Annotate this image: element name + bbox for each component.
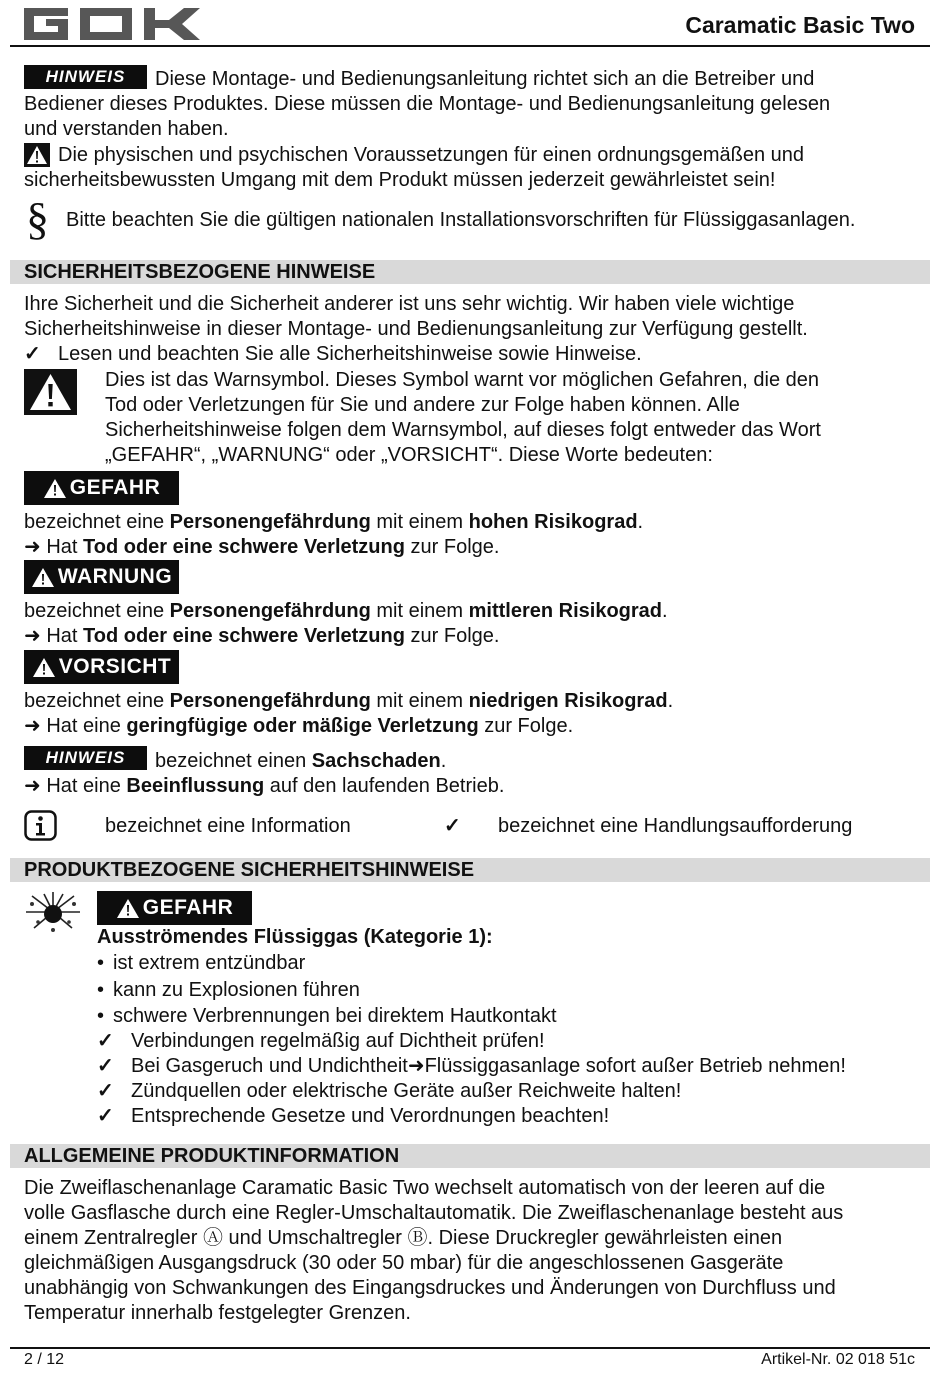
vorsicht-line2: ➜ Hat eine geringfügige oder mäßige Verletzung zur Folge. xyxy=(24,715,574,737)
warn-desc-line2: Tod oder Verletzungen für Sie und andere zur Folge haben können. Alle xyxy=(105,394,740,416)
section-title-product-safety: PRODUKTBEZOGENE SICHERHEITSHINWEISE xyxy=(24,859,475,881)
action-text: bezeichnet eine Handlungsaufforderung xyxy=(498,815,853,837)
safety-check-text: Lesen und beachten Sie alle Sicherheitshinweise sowie Hinweise. xyxy=(58,343,642,365)
product-check-2: Bei Gasgeruch und Undichtheit➜Flüssiggasanlage sofort außer Betrieb nehmen! xyxy=(131,1055,846,1077)
general-line1: Die Zweiflaschenanlage Caramatic Basic Two wechselt automatisch von der leeren auf die xyxy=(24,1177,826,1199)
product-check-1: Verbindungen regelmäßig auf Dichtheit prüfen! xyxy=(131,1030,545,1052)
footer-rule xyxy=(10,1347,930,1349)
page-number: 2 / 12 xyxy=(24,1351,65,1368)
hinweis-badge: HINWEIS xyxy=(24,65,147,89)
section-title-safety: SICHERHEITSBEZOGENE HINWEISE xyxy=(24,261,376,283)
alert-triangle-icon xyxy=(116,898,140,919)
intro-hinweis-line3: und verstanden haben. xyxy=(24,118,229,140)
gok-logo-graphic xyxy=(24,8,200,40)
action-check-icon: ✓ xyxy=(444,815,461,837)
intro-warn-line1: Die physischen und psychischen Voraussetzungen für einen ordnungsgemäßen und xyxy=(58,144,805,166)
arrow-icon: ➜ xyxy=(24,715,41,737)
vorsicht-badge-label: VORSICHT xyxy=(58,655,172,678)
vorsicht-badge xyxy=(24,650,179,684)
bullet-icon: • xyxy=(97,952,105,974)
gefahr-line2: ➜ Hat Tod oder eine schwere Verletzung zur Folge. xyxy=(24,536,500,558)
product-heading: Ausströmendes Flüssiggas (Kategorie 1): xyxy=(97,926,493,948)
product-gefahr-badge-label: GEFAHR xyxy=(142,896,234,919)
circled-b-icon: Ⓑ xyxy=(407,1227,428,1249)
warnung-badge-label: WARNUNG xyxy=(57,565,173,588)
arrow-icon: ➜ xyxy=(24,625,41,647)
check-icon: ✓ xyxy=(24,343,41,365)
check-icon: ✓ xyxy=(97,1055,114,1077)
product-bullet-1: ist extrem entzündbar xyxy=(113,952,306,974)
check-icon: ✓ xyxy=(97,1105,114,1127)
gefahr-badge-label: GEFAHR xyxy=(69,476,161,499)
warnung-line2: ➜ Hat Tod oder eine schwere Verletzung zur Folge. xyxy=(24,625,500,647)
bullet-icon: • xyxy=(97,1005,105,1027)
hinweis-line1: bezeichnet einen Sachschaden. xyxy=(155,750,447,772)
product-bullet-2: kann zu Explosionen führen xyxy=(113,979,360,1001)
header-rule xyxy=(10,45,930,47)
gefahr-line1: bezeichnet eine Personengefährdung mit einem hohen Risikograd. xyxy=(24,511,644,533)
warn-desc-line3: Sicherheitshinweise folgen dem Warnsymbol, auf dieses folgt entweder das Wort xyxy=(105,419,821,441)
article-number: Artikel-Nr. 02 018 51c xyxy=(761,1351,915,1368)
info-text: bezeichnet eine Information xyxy=(105,815,351,837)
check-icon: ✓ xyxy=(97,1030,114,1052)
arrow-icon: ➜ xyxy=(24,536,41,558)
paragraph-icon: § xyxy=(26,193,49,244)
warning-triangle-icon xyxy=(24,143,50,167)
large-warning-triangle-icon xyxy=(24,369,77,415)
alert-triangle-icon xyxy=(32,657,56,678)
hinweis-badge-2: HINWEIS xyxy=(24,746,147,770)
general-line4: gleichmäßigen Ausgangsdruck (30 oder 50 mbar) für die angeschlossenen Gasgeräte xyxy=(24,1252,784,1274)
safety-p1: Ihre Sicherheit und die Sicherheit anderer ist uns sehr wichtig. Wir haben viele wichtige xyxy=(24,293,795,315)
warn-desc-line1: Dies ist das Warnsymbol. Dieses Symbol warnt vor möglichen Gefahren, die den xyxy=(105,369,820,391)
safety-p2: Sicherheitshinweise in dieser Montage- und Bedienungsanleitung zur Verfügung gestellt. xyxy=(24,318,808,340)
intro-hinweis-line2: Bediener dieses Produktes. Diese müssen die Montage- und Bedienungsanleitung gelesen xyxy=(24,93,831,115)
product-gefahr-badge xyxy=(97,891,252,925)
hinweis-line2: ➜ Hat eine Beeinflussung auf den laufenden Betrieb. xyxy=(24,775,505,797)
intro-hinweis-line1: Diese Montage- und Bedienungsanleitung richtet sich an die Betreiber und xyxy=(155,68,815,90)
intro-law-text: Bitte beachten Sie die gültigen nationalen Installationsvorschriften für Flüssiggasanlagen. xyxy=(66,209,856,231)
warnung-line1: bezeichnet eine Personengefährdung mit einem mittleren Risikograd. xyxy=(24,600,668,622)
product-check-4: Entsprechende Gesetze und Verordnungen beachten! xyxy=(131,1105,610,1127)
general-line6: Temperatur innerhalb festgelegter Grenzen. xyxy=(24,1302,411,1324)
gefahr-badge xyxy=(24,471,179,505)
intro-warn-line2: sicherheitsbewussten Umgang mit dem Produkt müssen jederzeit gewährleistet sein! xyxy=(24,169,776,191)
product-title: Caramatic Basic Two xyxy=(685,12,915,38)
general-line5: unabhängig von Schwankungen des Eingangsdruckes und Änderungen von Durchfluss und xyxy=(24,1277,836,1299)
explosive-hazard-icon xyxy=(24,890,82,934)
vorsicht-line1: bezeichnet eine Personengefährdung mit einem niedrigen Risikograd. xyxy=(24,690,674,712)
warnung-badge xyxy=(24,560,179,594)
gok-logo xyxy=(24,8,200,40)
product-check-3: Zündquellen oder elektrische Geräte außer Reichweite halten! xyxy=(131,1080,682,1102)
alert-triangle-icon xyxy=(43,478,67,499)
arrow-icon: ➜ xyxy=(24,775,41,797)
bullet-icon: • xyxy=(97,979,105,1001)
circled-a-icon: Ⓐ xyxy=(202,1227,223,1249)
general-line3: einem Zentralregler Ⓐ und Umschaltregler Ⓑ. Diese Druckregler gewährleisten einen xyxy=(24,1227,783,1249)
alert-triangle-icon xyxy=(31,567,55,588)
info-icon xyxy=(24,810,57,841)
general-line2: volle Gasflasche durch eine Regler-Umschaltautomatik. Die Zweiflaschenanlage besteht aus xyxy=(24,1202,844,1224)
warn-desc-line4: „GEFAHR“, „WARNUNG“ oder „VORSICHT“. Diese Worte bedeuten: xyxy=(105,444,713,466)
product-bullet-3: schwere Verbrennungen bei direktem Hautkontakt xyxy=(113,1005,557,1027)
section-title-general: ALLGEMEINE PRODUKTINFORMATION xyxy=(24,1145,400,1167)
check-icon: ✓ xyxy=(97,1080,114,1102)
